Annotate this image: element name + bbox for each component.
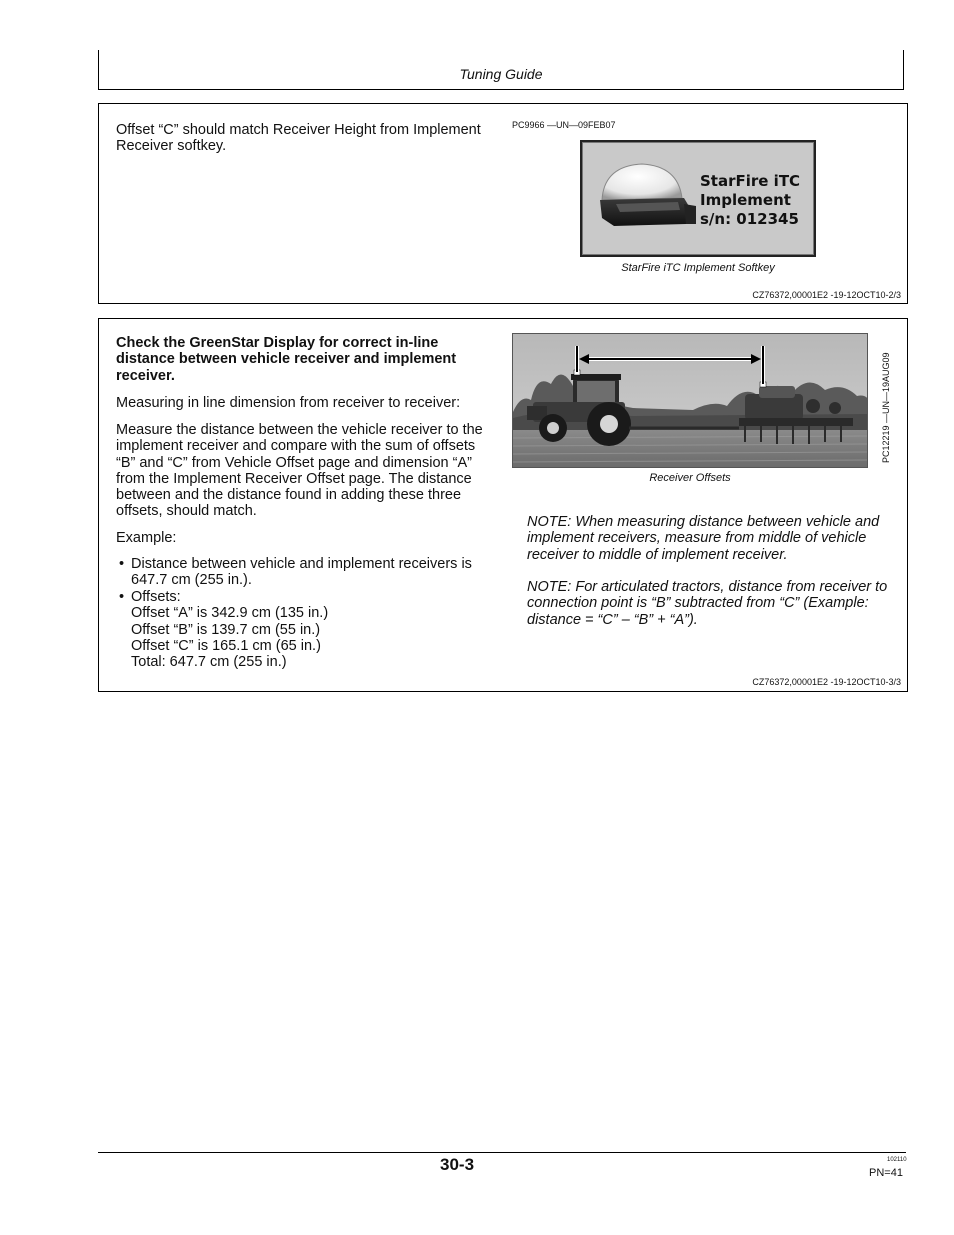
section2-para2: Measure the distance between the vehicle receiver to the implement receiver and compare with the sum of offsets “B” and “C” from Vehicle Offset page and dimension “A” from the Implement Receiver Offset page. The distance between and the distance found in adding these three offsets, should match. <box>116 422 483 520</box>
bullet-distance: Distance between vehicle and implement receivers is 647.7 cm (255 in.). <box>131 556 472 589</box>
section2-para1: Measuring in line dimension from receiver to receiver: <box>116 395 461 411</box>
footer-pn: PN=41 <box>869 1167 903 1179</box>
header-frame <box>98 50 904 90</box>
receiver-offsets-photo <box>512 333 868 468</box>
note-measuring <box>527 514 897 563</box>
bullet-marker: • <box>119 556 125 572</box>
bullet-marker: • <box>119 589 125 605</box>
section-receiver-height <box>98 103 908 304</box>
example-label: Example: <box>116 530 177 546</box>
section2-heading: Check the GreenStar Display for correct in-line distance between vehicle receiver and implement receiver. <box>116 335 457 384</box>
offset-a: Offset “A” is 342.9 cm (135 in.) <box>131 605 329 622</box>
offset-c: Offset “C” is 165.1 cm (65 in.) <box>131 637 321 654</box>
note-label: NOTE: <box>527 514 572 530</box>
note-text: When measuring distance between vehicle and implement receivers, measure from middle of vehicle receiver to middle of implement receiver. <box>527 514 880 563</box>
figure-caption: Receiver Offsets <box>649 472 731 484</box>
receiver-icon <box>586 144 704 257</box>
offsets-total: Total: 647.7 cm (255 in.) <box>131 654 287 671</box>
page-number: 30-3 <box>440 1155 475 1174</box>
reference-code: CZ76372,00001E2 -19-12OCT10-3/3 <box>752 677 901 687</box>
footer-rule <box>98 1152 906 1153</box>
reference-code: CZ76372,00001E2 -19-12OCT10-2/3 <box>752 290 901 300</box>
bullet-offsets <box>131 589 491 670</box>
figure-caption: StarFire iTC Implement Softkey <box>621 262 775 274</box>
offsets-label: Offsets: <box>131 589 181 605</box>
section1-text: Offset “C” should match Receiver Height from Implement Receiver softkey. <box>116 122 481 155</box>
starfire-softkey-image <box>580 140 816 257</box>
note-text: For articulated tractors, distance from receiver to connection point is “B” subtracted from “C” (Example: distance = “C” – “B” + “A”). <box>527 579 888 628</box>
figure-id-vertical: PC12219 —UN—19AUG09 <box>881 352 891 463</box>
figure-id: PC9966 —UN—09FEB07 <box>512 120 616 130</box>
offset-b: Offset “B” is 139.7 cm (55 in.) <box>131 621 321 638</box>
softkey-label: StarFire iTC Implement s/n: 012345 <box>700 172 801 228</box>
note-label: NOTE: <box>527 579 572 595</box>
note-articulated <box>527 579 897 628</box>
footer-small-code: 102110 <box>887 1157 907 1163</box>
tractor-planter-illustration <box>513 334 868 468</box>
section-inline-distance <box>98 318 908 692</box>
header-title: Tuning Guide <box>459 66 543 82</box>
